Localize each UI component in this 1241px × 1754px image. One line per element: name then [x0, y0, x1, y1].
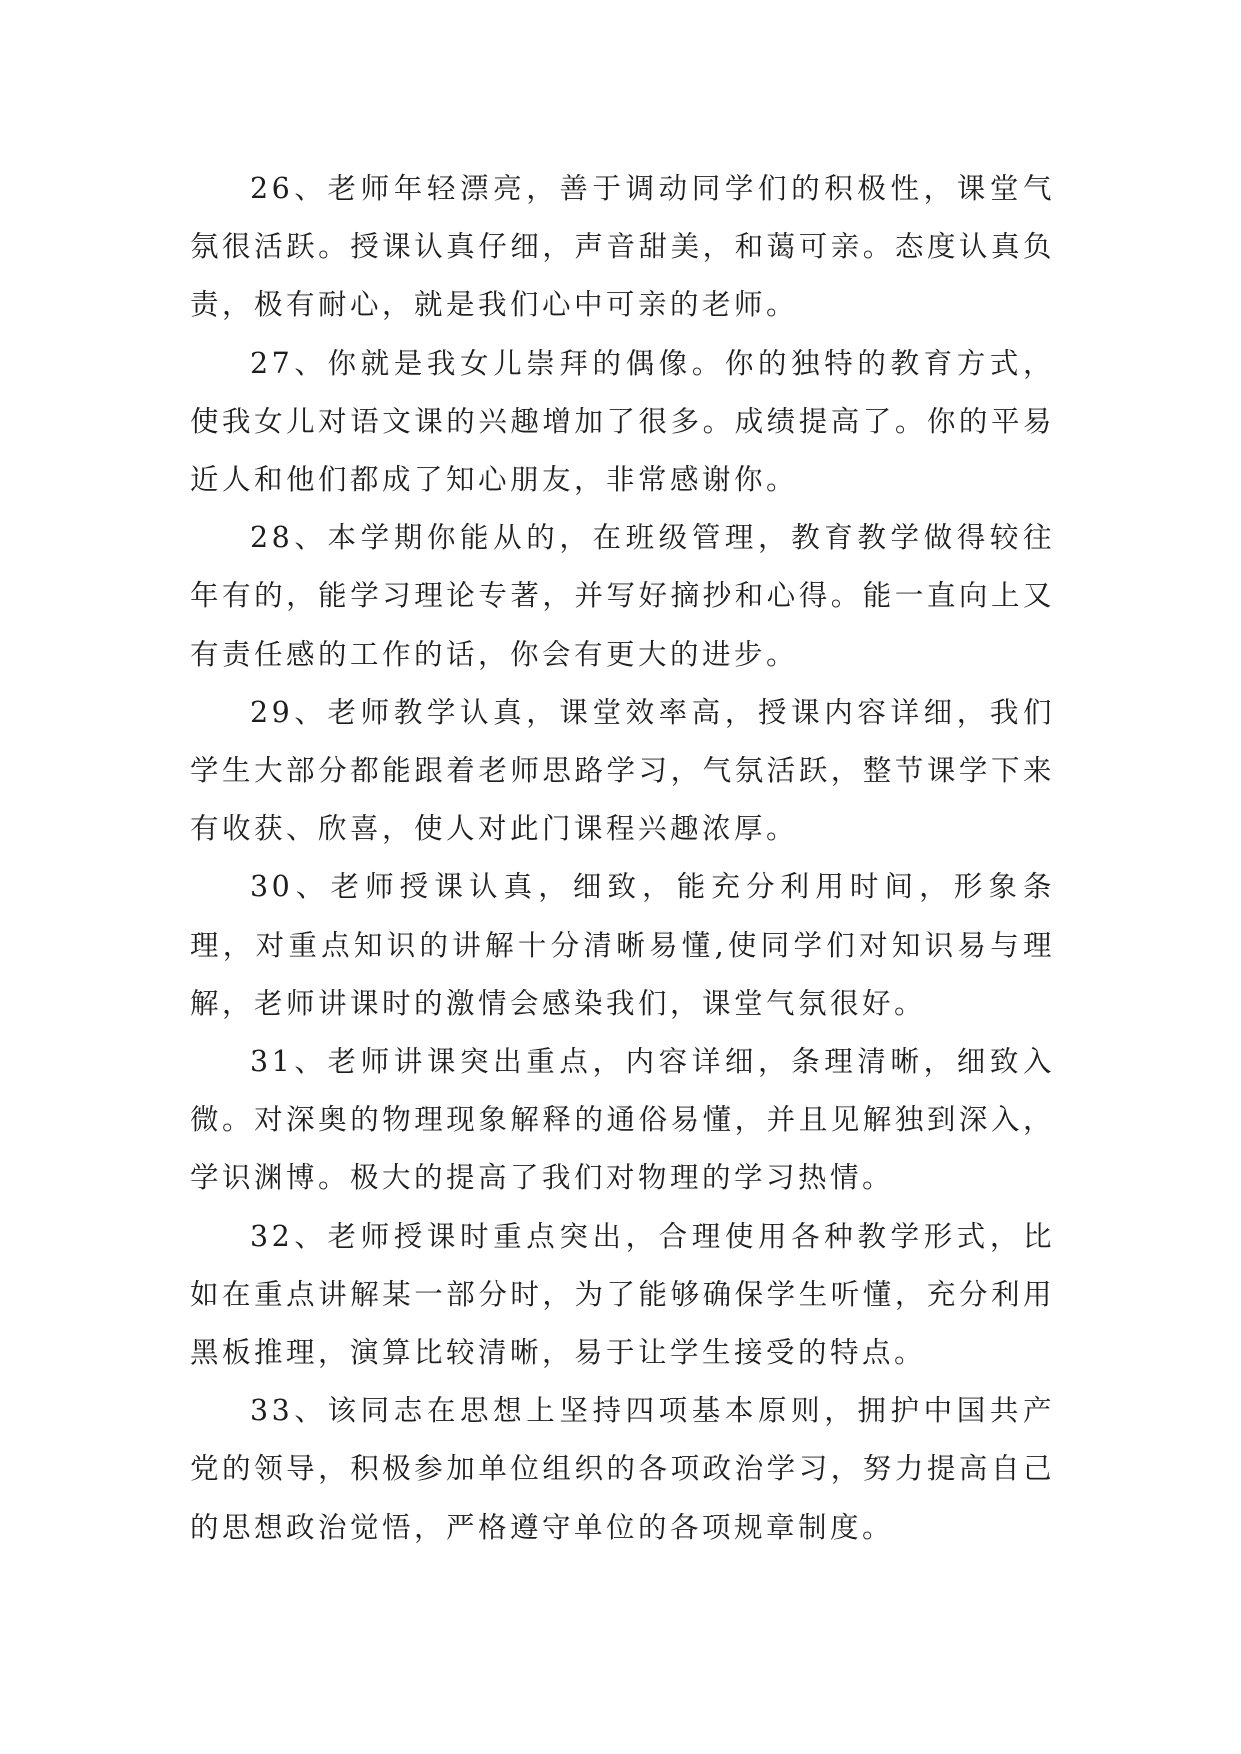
paragraph-26: 26、老师年轻漂亮，善于调动同学们的积极性，课堂气氛很活跃。授课认真仔细，声音甜美，和蔼可亲。态度认真负责，极有耐心，就是我们心中可亲的老师。 [190, 172, 1055, 322]
document-body [190, 160, 1055, 1557]
paragraph-32: 32、老师授课时重点突出，合理使用各种教学形式，比如在重点讲解某一部分时，为了能够确保学生听懂，充分利用黑板推理，演算比较清晰，易于让学生接受的特点。 [190, 1219, 1055, 1370]
paragraph-29: 29、老师教学认真，课堂效率高，授课内容详细，我们学生大部分都能跟着老师思路学习，气氛活跃，整节课学下来有收获、欣喜，使人对此门课程兴趣浓厚。 [190, 695, 1055, 846]
paragraph-31: 31、老师讲课突出重点，内容详细，条理清晰，细致入微。对深奥的物理现象解释的通俗易懂，并且见解独到深入，学识渊博。极大的提高了我们对物理的学习热情。 [190, 1045, 1055, 1195]
paragraph-33: 33、该同志在思想上坚持四项基本原则，拥护中国共产党的领导，积极参加单位组织的各项政治学习，努力提高自己的思想政治觉悟，严格遵守单位的各项规章制度。 [190, 1394, 1055, 1544]
paragraph-30: 30、老师授课认真，细致，能充分利用时间，形象条理，对重点知识的讲解十分清晰易懂,使同学们对知识易与理解，老师讲课时的激情会感染我们，课堂气氛很好。 [190, 870, 1055, 1020]
paragraph-28: 28、本学期你能从的，在班级管理，教育教学做得较往年有的，能学习理论专著，并写好摘抄和心得。能一直向上又有责任感的工作的话，你会有更大的进步。 [190, 521, 1055, 671]
paragraph-27: 27、你就是我女儿崇拜的偶像。你的独特的教育方式，使我女儿对语文课的兴趣增加了很多。成绩提高了。你的平易近人和他们都成了知心朋友，非常感谢你。 [190, 346, 1055, 497]
